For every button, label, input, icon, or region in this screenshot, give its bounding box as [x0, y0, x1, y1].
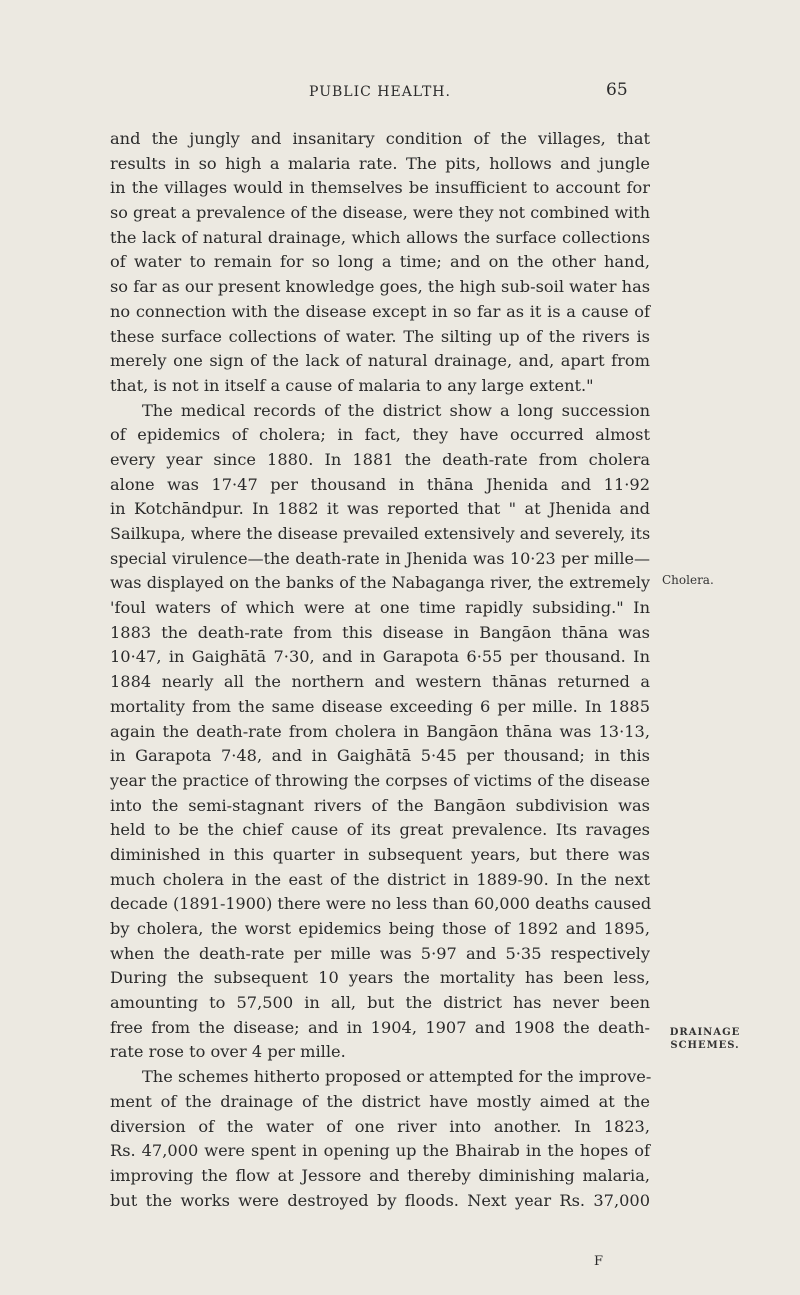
body-text: [110, 127, 650, 1213]
text-line: ment of the drainage of the district have mostly aimed at the: [110, 1091, 650, 1111]
text-line: was displayed on the banks of the Nabaganga river, the extremely: [110, 573, 650, 593]
text-line: by cholera, the worst epidemics being those of 1892 and 1895,: [110, 919, 650, 938]
text-line: that, is not in itself a cause of malaria to any large extent.": [110, 375, 594, 395]
text-line: improving the flow at Jessore and thereby diminishing malaria,: [110, 1165, 650, 1185]
signature-mark: F: [594, 1254, 604, 1269]
text-line: in the villages would in themselves be insufficient to account for: [110, 178, 650, 198]
text-line: The schemes hitherto proposed or attempted for the improve-: [142, 1067, 652, 1087]
text-line: results in so high a malaria rate. The pits, hollows and jungle: [110, 153, 650, 173]
text-line: into the semi-stagnant rivers of the Bangāon subdivision was: [110, 795, 650, 815]
text-line: amounting to 57,500 in all, but the district has never been: [110, 993, 650, 1013]
text-line: much cholera in the east of the district in 1889-90. In the next: [110, 869, 650, 889]
text-line: rate rose to over 4 per mille.: [110, 1042, 346, 1062]
text-line: these surface collections of water. The silting up of the rivers is: [110, 326, 650, 346]
text-line: During the subsequent 10 years the mortality has been less,: [110, 968, 650, 988]
text-line: in Kotchāndpur. In 1882 it was reported that " at Jhenida and: [110, 499, 650, 519]
text-line: Rs. 47,000 were spent in opening up the Bhairab in the hopes of: [110, 1141, 650, 1161]
text-line: mortality from the same disease exceeding 6 per mille. In 1885: [110, 696, 650, 716]
text-line: free from the disease; and in 1904, 1907 and 1908 the death-: [110, 1017, 650, 1037]
text-line: in Garapota 7·48, and in Gaighātā 5·45 per thousand; in this: [110, 746, 650, 766]
text-line: The medical records of the district show a long succession: [142, 400, 650, 420]
text-line: of water to remain for so long a time; and on the other hand,: [110, 252, 650, 272]
text-line: diminished in this quarter in subsequent years, but there was: [110, 844, 650, 864]
text-line: held to be the chief cause of its great prevalence. Its ravages: [110, 820, 650, 840]
text-line: of epidemics of cholera; in fact, they have occurred almost: [110, 425, 650, 445]
text-line: no connection with the disease except in so far as it is a cause of: [110, 301, 650, 321]
page-number: 65: [606, 80, 628, 100]
text-line: 'foul waters of which were at one time rapidly subsiding." In: [110, 598, 650, 618]
text-line: 10·47, in Gaighātā 7·30, and in Garapota 6·55 per thousand. In: [110, 647, 650, 667]
text-line: the lack of natural drainage, which allows the surface collections: [110, 227, 650, 247]
marginal-note-cholera: Cholera.: [662, 573, 714, 587]
text-line: decade (1891-1900) there were no less than 60,000 deaths caused: [110, 894, 652, 914]
text-line: special virulence—the death-rate in Jhenida was 10·23 per mille—: [110, 548, 650, 568]
text-line: alone was 17·47 per thousand in thāna Jhenida and 11·92: [110, 474, 650, 494]
text-line: when the death-rate per mille was 5·97 and 5·35 respectively: [110, 943, 650, 963]
text-line: and the jungly and insanitary condition of the villages, that: [110, 129, 650, 148]
text-line: year the practice of throwing the corpses of victims of the disease: [110, 770, 650, 790]
running-header: PUBLIC HEALTH.: [309, 84, 451, 100]
text-line: every year since 1880. In 1881 the death-rate from cholera: [110, 449, 650, 469]
text-line: merely one sign of the lack of natural drainage, and, apart from: [110, 351, 650, 371]
text-line: 1883 the death-rate from this disease in Bangāon thāna was: [110, 622, 650, 642]
text-line: so great a prevalence of the disease, were they not combined with: [110, 203, 650, 223]
text-line: but the works were destroyed by floods. Next year Rs. 37,000: [110, 1190, 650, 1210]
text-line: again the death-rate from cholera in Bangāon thāna was 13·13,: [110, 721, 650, 741]
marginal-note-drainage: DRAINAGE SCHEMES.: [669, 1027, 741, 1051]
text-line: Sailkupa, where the disease prevailed extensively and severely, its: [110, 524, 651, 543]
text-line: diversion of the water of one river into another. In 1823,: [110, 1116, 650, 1136]
text-line: so far as our present knowledge goes, the high sub-soil water has: [110, 277, 651, 297]
text-line: 1884 nearly all the northern and western thānas returned a: [110, 672, 650, 692]
